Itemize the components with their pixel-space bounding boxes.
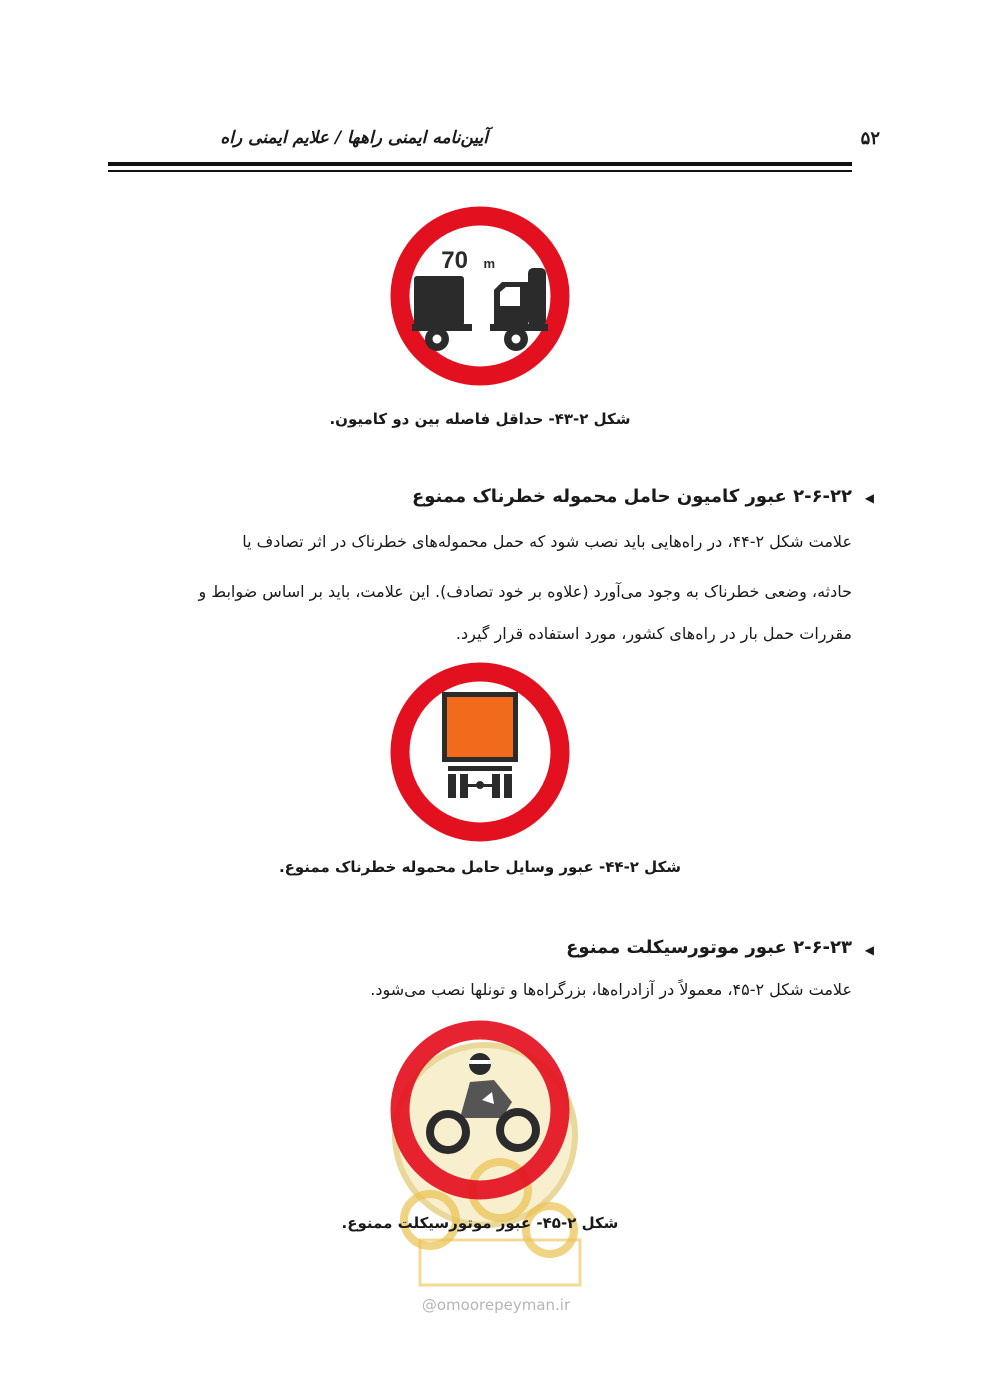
distance-value: 70 [441, 247, 468, 274]
header-rule-thick [108, 162, 852, 166]
sign-no-motorcycle [390, 1020, 570, 1200]
watermark-url [406, 1296, 586, 1314]
section-bullet-icon: ◀ [864, 943, 874, 957]
sign-truck-distance [390, 206, 570, 386]
hazard-trailer-icon [442, 692, 518, 798]
motorcycle-icon [430, 1053, 536, 1150]
running-header-title: آیین‌نامه ایمنی راهها / علایم ایمنی راه [220, 128, 488, 148]
figure-caption-43: شکل ۲-۴۳- حداقل فاصله بین دو کامیون. [329, 410, 631, 428]
section-22-line-2: حادثه، وضعی خطرناک به وجود می‌آورد (علاوه بر خود تصادف). این علامت، باید بر اساس ضوابط و [198, 582, 852, 601]
figure-caption-45: شکل ۲-۴۵- عبور موتورسیکلت ممنوع. [341, 1214, 619, 1232]
section-bullet-icon: ◀ [864, 491, 874, 505]
figure-caption-44: شکل ۲-۴۴- عبور وسایل حامل محموله خطرناک ممنوع. [278, 858, 682, 876]
watermark-at-icon: @ [421, 1296, 437, 1314]
watermark-url-text: omoorepeyman.ir [436, 1296, 571, 1314]
header-rule-thin [108, 170, 852, 172]
distance-unit: m [483, 256, 495, 271]
section-heading-22: ۲-۶-۲۲ عبور کامیون حامل محموله خطرناک ممنوع [411, 486, 852, 507]
section-23-line-1: علامت شکل ۲-۴۵، معمولاً در آزادراه‌ها، بزرگراه‌ها و تونلها نصب می‌شود. [370, 980, 852, 999]
sign-dangerous-goods [390, 662, 570, 842]
section-22-line-1: علامت شکل ۲-۴۴، در راه‌هایی باید نصب شود که حمل محموله‌های خطرناک در اثر تصادف یا [242, 532, 852, 551]
page-number: ۵۲ [860, 128, 880, 149]
section-heading-23: ۲-۶-۲۳ عبور موتورسیکلت ممنوع [566, 937, 852, 958]
section-22-line-3: مقررات حمل بار در راه‌های کشور، مورد استفاده قرار گیرد. [455, 624, 852, 643]
